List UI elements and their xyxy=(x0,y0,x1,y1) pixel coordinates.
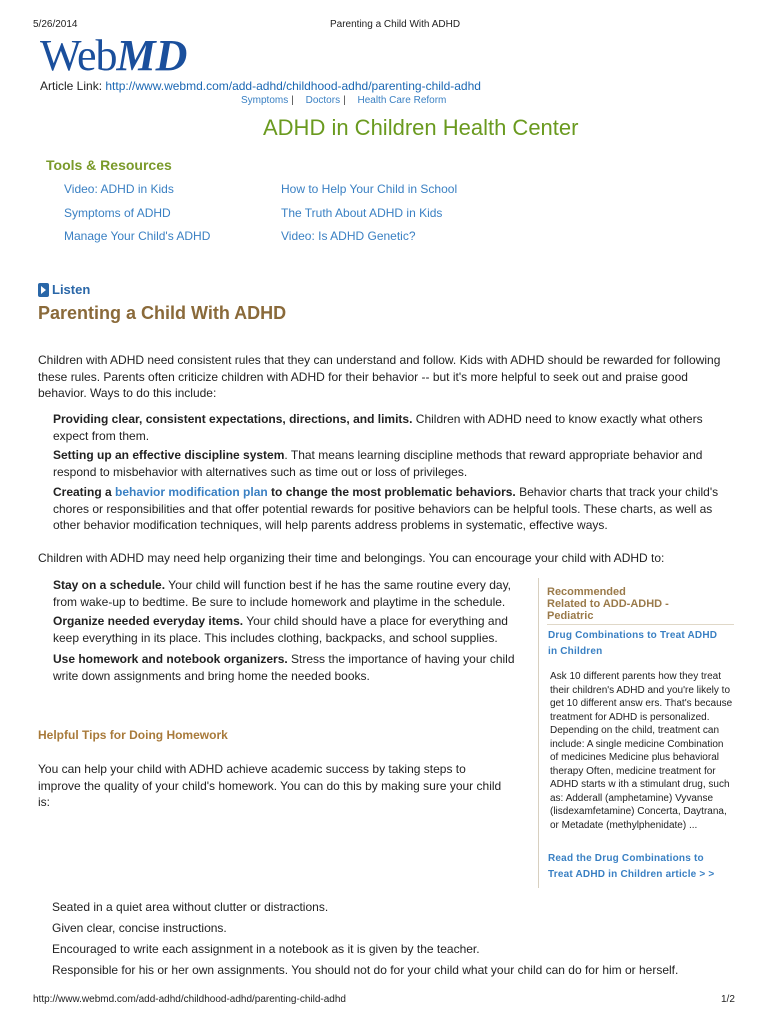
lead-paragraph: Children with ADHD need consistent rules that they can understand and follow. Kids with ADHD should be rewarded for following these rules. Parents often criticize children with ADHD for their behavior -- but it's more helpful to seek out and praise good behavior. Ways to do this include: xyxy=(38,353,721,400)
homework-tip: Responsible for his or her own assignments. You should not do for your child what your child can do for him or herself. xyxy=(52,963,679,977)
behavior-modification-plan-link[interactable]: behavior modification plan xyxy=(115,485,268,499)
read-article-link[interactable] xyxy=(548,851,714,883)
way-item xyxy=(53,484,723,534)
article-link-label: Article Link: xyxy=(40,79,103,93)
homework-tip: Seated in a quiet area without clutter or distractions. xyxy=(52,900,329,914)
read-article-link-line: Read the Drug Combinations to xyxy=(548,853,704,864)
way-item-bold: to change the most problematic behaviors. xyxy=(267,485,516,499)
recommended-article-link[interactable] xyxy=(548,628,717,660)
tool-link-symptoms-adhd[interactable]: Symptoms of ADHD xyxy=(64,206,171,220)
organize-item-bold: Use homework and notebook organizers. xyxy=(53,652,288,666)
tools-heading: Tools & Resources xyxy=(46,157,172,173)
recommended-heading-line: Pediatric xyxy=(547,610,594,622)
recommended-heading-line: Related to ADD-ADHD - xyxy=(547,598,669,610)
nav-doctors[interactable]: Doctors xyxy=(305,95,341,106)
way-item xyxy=(53,447,723,480)
way-item-bold: Creating a xyxy=(53,485,116,499)
article-link[interactable]: http://www.webmd.com/add-adhd/childhood-adhd/parenting-child-adhd xyxy=(105,79,481,93)
way-item xyxy=(53,411,723,444)
way-item-bold: Providing clear, consistent expectations, directions, and limits. xyxy=(53,412,413,426)
webmd-logo[interactable] xyxy=(40,31,188,80)
way-item-text: . That means learning discipline methods that reward appropriate behavior and respond to misbehavior with alternatives such as time out or loss of privileges. xyxy=(53,448,703,479)
tool-link-adhd-genetic[interactable]: Video: Is ADHD Genetic? xyxy=(281,229,416,243)
recommended-heading xyxy=(547,586,669,622)
organize-item xyxy=(53,577,518,610)
top-nav xyxy=(241,95,446,106)
organize-item xyxy=(53,651,518,684)
organize-item-bold: Organize needed everyday items. xyxy=(53,614,244,628)
article-link-row xyxy=(40,79,481,93)
print-footer-url: http://www.webmd.com/add-adhd/childhood-adhd/parenting-child-adhd xyxy=(33,994,346,1005)
speaker-icon xyxy=(38,283,49,297)
print-page-number: 1/2 xyxy=(721,994,735,1005)
organize-item-text: Stress the importance of having your child write down assignments and bring home the needed books. xyxy=(53,652,515,683)
recommended-article-link-line: in Children xyxy=(548,646,603,657)
organize-item-text: Your child will function best if he has the same routine every day, from wake-up to bedtime. Be sure to include homework and playtime in the schedule. xyxy=(53,578,512,609)
way-item-text: Children with ADHD need to know exactly what others expect from them. xyxy=(53,412,703,443)
nav-symptoms[interactable]: Symptoms xyxy=(241,95,289,106)
logo-md: MD xyxy=(116,31,188,80)
homework-heading: Helpful Tips for Doing Homework xyxy=(38,728,228,742)
print-date: 5/26/2014 xyxy=(33,19,78,30)
tool-link-manage-adhd[interactable]: Manage Your Child's ADHD xyxy=(64,229,211,243)
recommended-panel xyxy=(538,578,734,888)
tool-link-help-child-school[interactable]: How to Help Your Child in School xyxy=(281,182,458,196)
nav-health-care-reform[interactable]: Health Care Reform xyxy=(357,95,447,106)
read-article-link-line: Treat ADHD in Children article > > xyxy=(548,869,715,880)
way-item-bold: Setting up an effective discipline system xyxy=(53,448,285,462)
homework-tip: Encouraged to write each assignment in a notebook as it is given by the teacher. xyxy=(52,942,480,956)
listen-button[interactable] xyxy=(38,282,90,297)
print-title: Parenting a Child With ADHD xyxy=(330,19,461,30)
organize-item-bold: Stay on a schedule. xyxy=(53,578,166,592)
homework-tip: Given clear, concise instructions. xyxy=(52,921,227,935)
recommended-summary: Ask 10 different parents how they treat their children's ADHD and you're likely to get 10 different answ ers. That's because treatment for ADHD is personalized. Depending on the child, treatment can include: A single medicine Combination of medicines Medicine plus behavioral therapy Often, medicine treatment for ADHD starts w ith a stimulant drug, such as: Adderall (amphetamine) Vyvanse (lisdexamfetamine) Concerta, Daytrana, or Metadate (methylphenidate) ... xyxy=(550,671,733,831)
tool-link-video-adhd-kids[interactable]: Video: ADHD in Kids xyxy=(64,182,174,196)
logo-web: Web xyxy=(40,31,117,80)
organize-item xyxy=(53,613,518,646)
organize-item-text: Your child should have a place for everything and keep everything in its place. This includes clothing, backpacks, and school supplies. xyxy=(53,614,508,645)
recommended-article-link-line: Drug Combinations to Treat ADHD xyxy=(548,630,718,641)
organize-intro: Children with ADHD may need help organizing their time and belongings. You can encourage your child with ADHD to: xyxy=(38,551,665,565)
health-center-title[interactable]: ADHD in Children Health Center xyxy=(263,115,579,140)
recommended-divider xyxy=(547,624,734,625)
tool-link-truth-adhd-kids[interactable]: The Truth About ADHD in Kids xyxy=(281,206,443,220)
nav-separator: | xyxy=(291,95,294,106)
homework-intro: You can help your child with ADHD achieve academic success by taking steps to improve the quality of your child's homework. You can do this by making sure your child is: xyxy=(38,762,502,809)
nav-separator: | xyxy=(343,95,346,106)
recommended-heading-line: Recommended xyxy=(547,586,626,598)
article-title: Parenting a Child With ADHD xyxy=(38,303,287,323)
way-item-text: Behavior charts that track your child's chores or responsibilities and that offer potential rewards for positive behaviors can be helpful tools. These charts, as well as other behavior modification techniques, will help parents address problems in systematic, effective ways. xyxy=(53,485,719,532)
listen-label: Listen xyxy=(52,282,91,297)
